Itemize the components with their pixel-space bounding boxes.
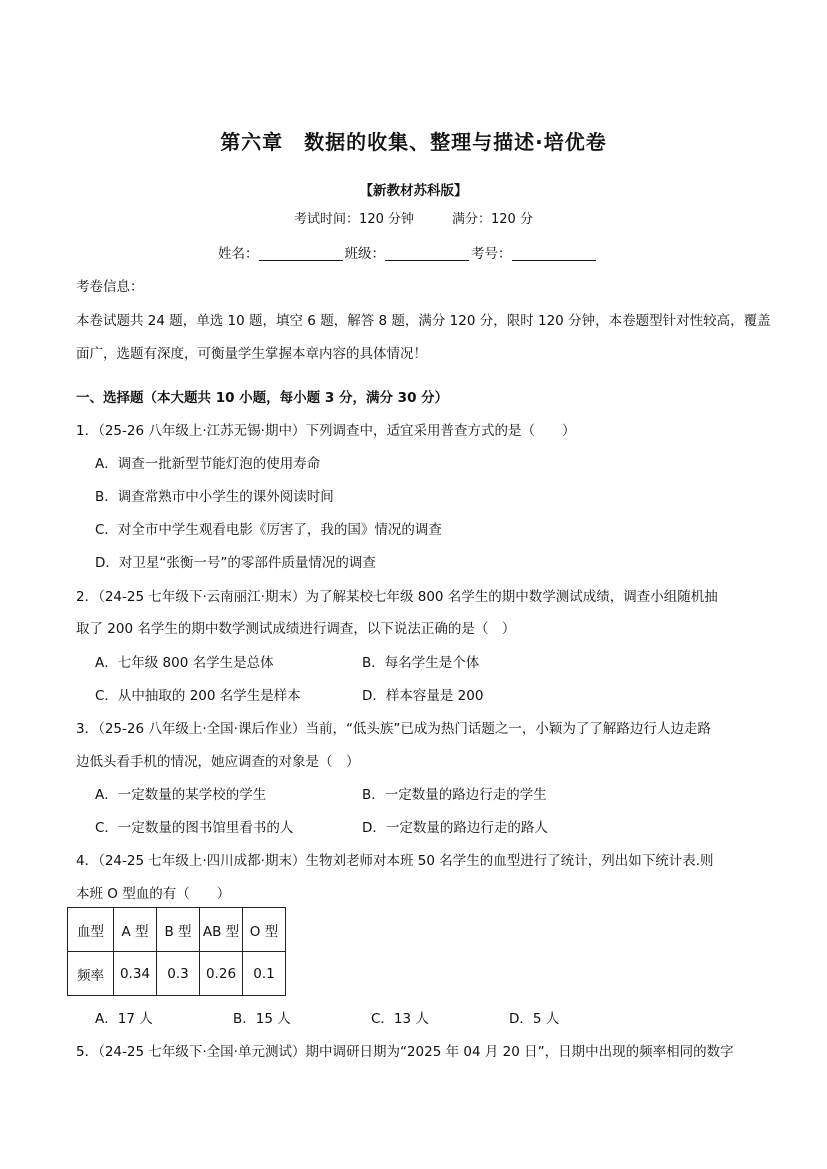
q3-option-c[interactable]: C．一定数量的图书馆里看书的人 xyxy=(95,820,294,836)
q4-option-d[interactable]: D．5 人 xyxy=(509,1011,560,1027)
table-cell: AB 型 xyxy=(200,908,243,952)
table-row xyxy=(68,952,286,996)
q3-option-b[interactable]: B．一定数量的路边行走的学生 xyxy=(362,787,547,803)
number-label: 考号： xyxy=(471,246,512,262)
q1-option-d[interactable]: D．对卫星“张衡一号”的零部件质量情况的调查 xyxy=(95,555,376,571)
q2-stem-line-2: 取了 200 名学生的期中数学测试成绩进行调查，以下说法正确的是（ ） xyxy=(76,621,516,637)
class-label: 班级： xyxy=(344,246,385,262)
table-cell: 血型 xyxy=(68,908,114,952)
q2-stem-line-1: 2．（24-25 七年级下·云南丽江·期末）为了解某校七年级 800 名学生的期中数学测试成绩，调查小组随机抽 xyxy=(76,589,718,605)
q3-option-d[interactable]: D．一定数量的路边行走的路人 xyxy=(362,820,548,836)
q2-option-a[interactable]: A．七年级 800 名学生是总体 xyxy=(95,655,274,671)
q5-stem-line-1: 5．（24-25 七年级下·全国·单元测试）期中调研日期为“2025 年 04 月 20 日”，日期中出现的频率相同的数字 xyxy=(76,1044,734,1060)
q4-option-b[interactable]: B．15 人 xyxy=(233,1011,291,1027)
table-cell: A 型 xyxy=(114,908,157,952)
table-header-row xyxy=(68,908,286,952)
name-blank[interactable] xyxy=(259,246,343,261)
edition-label: 【新教材苏科版】 xyxy=(359,183,468,199)
info-line-1: 本卷试题共 24 题，单选 10 题，填空 6 题，解答 8 题，满分 120 分，限时 120 分钟，本卷题型针对性较高，覆盖 xyxy=(76,313,771,329)
page-title: 第六章 数据的收集、整理与描述·培优卷 xyxy=(220,130,607,154)
q3-option-a[interactable]: A．一定数量的某学校的学生 xyxy=(95,787,267,803)
q1-option-b[interactable]: B．调查常熟市中小学生的课外阅读时间 xyxy=(95,489,334,505)
table-cell: 0.3 xyxy=(157,952,200,996)
q1-option-c[interactable]: C．对全市中学生观看电影《厉害了，我的国》情况的调查 xyxy=(95,522,442,538)
q1-stem: 1．（25-26 八年级上·江苏无锡·期中）下列调查中，适宜采用普查方式的是（ ） xyxy=(76,423,576,439)
table-cell: 频率 xyxy=(68,952,114,996)
table-cell: 0.34 xyxy=(114,952,157,996)
table-cell: O 型 xyxy=(243,908,286,952)
class-blank[interactable] xyxy=(385,246,469,261)
q4-stem-line-2: 本班 O 型血的有（ ） xyxy=(76,886,231,902)
student-info-line xyxy=(218,242,598,262)
q4-stem-line-1: 4．（24-25 七年级上·四川成都·期末）生物刘老师对本班 50 名学生的血型进行了统计，列出如下统计表.则 xyxy=(76,853,714,869)
q1-option-a[interactable]: A．调查一批新型节能灯泡的使用寿命 xyxy=(95,456,321,472)
q3-stem-line-1: 3．（25-26 八年级上·全国·课后作业）当前，“低头族”已成为热门话题之一，小颖为了了解路边行人边走路 xyxy=(76,721,711,737)
info-heading: 考卷信息： xyxy=(76,279,144,295)
q4-option-a[interactable]: A．17 人 xyxy=(95,1011,153,1027)
section-heading: 一、选择题（本大题共 10 小题，每小题 3 分，满分 30 分） xyxy=(76,390,449,406)
info-line-2: 面广，选题有深度，可衡量学生掌握本章内容的具体情况！ xyxy=(76,346,427,362)
q3-stem-line-2: 边低头看手机的情况，她应调查的对象是（ ） xyxy=(76,754,360,770)
table-cell: 0.1 xyxy=(243,952,286,996)
q2-option-d[interactable]: D．样本容量是 200 xyxy=(362,688,484,704)
name-label: 姓名： xyxy=(218,246,259,262)
table-cell: 0.26 xyxy=(200,952,243,996)
q2-option-b[interactable]: B．每名学生是个体 xyxy=(362,655,480,671)
number-blank[interactable] xyxy=(512,246,596,261)
table-cell: B 型 xyxy=(157,908,200,952)
exam-meta xyxy=(0,208,827,227)
score-label: 满分：120 分 xyxy=(452,212,533,227)
q4-option-c[interactable]: C．13 人 xyxy=(371,1011,429,1027)
q2-option-c[interactable]: C．从中抽取的 200 名学生是样本 xyxy=(95,688,301,704)
time-label: 考试时间：120 分钟 xyxy=(294,212,414,227)
blood-type-table xyxy=(67,907,286,996)
